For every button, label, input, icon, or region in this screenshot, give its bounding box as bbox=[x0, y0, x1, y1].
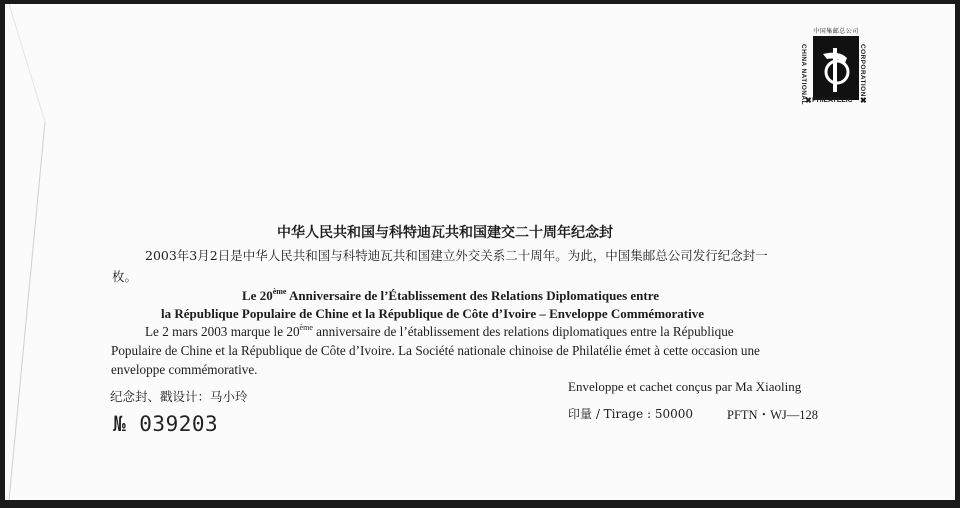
logo-mark-icon bbox=[813, 36, 859, 100]
envelope-flap-edge bbox=[5, 4, 65, 500]
designer-credit: Enveloppe et cachet conçus par Ma Xiaoling bbox=[568, 379, 802, 394]
logo-chinese-text: 中国集邮总公司 bbox=[813, 28, 859, 35]
tirage-count: 印量 / Tirage : 50000 bbox=[568, 407, 694, 421]
french-body-line: Le 2 mars 2003 marque le 20ème anniversaire de l’établissement des relations diplomatiques entre la République bbox=[145, 323, 734, 339]
chinese-body-line: 2003年3月2日是中华人民共和国与科特迪瓦共和国建立外交关系二十周年。为此，中国集邮总公司发行纪念封一 bbox=[145, 248, 768, 263]
cover-code: PFTN・WJ—128 bbox=[727, 408, 818, 422]
serial-number: № 039203 bbox=[113, 412, 219, 436]
envelope-back bbox=[5, 4, 955, 500]
french-body-line: Populaire de Chine et la République de Côte d’Ivoire. La Société nationale chinoise de Philatélie émet à cette occasion une bbox=[111, 343, 760, 358]
logo-x-mark-icon: ✖ bbox=[805, 96, 812, 105]
chinese-body-line: 枚。 bbox=[112, 269, 138, 284]
chinese-designer-credit: 纪念封、戳设计：马小玲 bbox=[110, 389, 248, 404]
logo-x-mark-icon: ✖ bbox=[860, 96, 867, 105]
logo-bottom-text: PHILATELIC bbox=[812, 97, 853, 104]
chinese-title: 中华人民共和国与科特迪瓦共和国建交二十周年纪念封 bbox=[277, 225, 613, 241]
french-title-line: Le 20ème Anniversaire de l’Établissement des Relations Diplomatiques entre bbox=[242, 287, 660, 303]
logo-right-text: CORPORATION bbox=[859, 44, 866, 97]
french-title-line: la République Populaire de Chine et la République de Côte d’Ivoire – Enveloppe Commémorative bbox=[161, 306, 704, 321]
french-body-line: enveloppe commémorative. bbox=[111, 362, 258, 377]
logo-left-text: CHINA NATIONAL bbox=[800, 44, 807, 105]
philatelic-logo bbox=[801, 26, 871, 114]
